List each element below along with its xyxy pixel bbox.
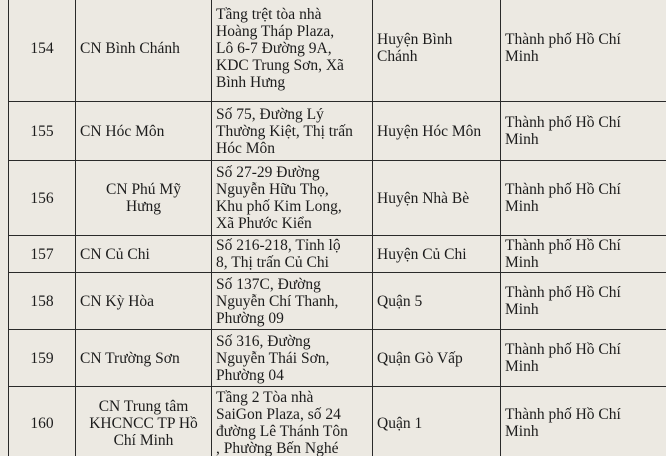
branch-city (501, 330, 666, 387)
branch-district-text: Huyện Hóc Môn (377, 122, 482, 140)
branch-city-text: Thành phố Hồ Chí Minh (505, 114, 621, 148)
table-row (9, 161, 666, 236)
branch-address-text: Tầng trệt tòa nhà Hoàng Tháp Plaza, Lô 6-7 Đường 9A, KDC Trung Sơn, Xã Bình Hưng (216, 5, 344, 91)
branch-address-text: Số 316, Đường Nguyễn Thái Sơn, Phường 04 (216, 332, 330, 384)
branch-name-text: CN Kỳ Hòa (80, 292, 155, 310)
branch-name (76, 161, 212, 236)
branch-district (373, 161, 501, 236)
branch-address (212, 273, 373, 330)
branch-name (76, 236, 212, 273)
branch-city (501, 161, 666, 236)
branch-city-text: Thành phố Hồ Chí Minh (505, 31, 621, 65)
branch-district (373, 102, 501, 161)
branch-district-text: Huyện Bình Chánh (377, 31, 453, 65)
row-number: 156 (9, 161, 76, 236)
branch-table (8, 0, 666, 456)
branch-district-text: Quận 1 (377, 414, 423, 432)
branch-city (501, 102, 666, 161)
branch-name-text: CN Trung tâm KHCNCC TP Hồ Chí Minh (89, 397, 198, 449)
branch-district (373, 387, 501, 456)
table-row (9, 330, 666, 387)
row-number: 154 (9, 0, 76, 102)
row-number: 159 (9, 330, 76, 387)
table-row (9, 273, 666, 330)
branch-address (212, 236, 373, 273)
branch-city-text: Thành phố Hồ Chí Minh (505, 181, 621, 215)
branch-district (373, 330, 501, 387)
branch-district-text: Quận 5 (377, 292, 423, 310)
branch-name-text: CN Bình Chánh (80, 39, 180, 57)
branch-name (76, 102, 212, 161)
branch-address-text: Số 27-29 Đường Nguyễn Hữu Thọ, Khu phố Kim Long, Xã Phước Kiển (216, 164, 342, 232)
branch-city-text: Thành phố Hồ Chí Minh (505, 237, 621, 271)
branch-name (76, 273, 212, 330)
branch-district-text: Huyện Nhà Bè (377, 189, 470, 207)
branch-address (212, 387, 373, 456)
branch-name (76, 387, 212, 456)
branch-address (212, 330, 373, 387)
branch-district (373, 0, 501, 102)
row-number: 157 (9, 236, 76, 273)
table-row (9, 236, 666, 273)
branch-city-text: Thành phố Hồ Chí Minh (505, 341, 621, 375)
branch-address-text: Số 216-218, Tỉnh lộ 8, Thị trấn Củ Chi (216, 237, 341, 271)
table-row (9, 0, 666, 102)
branch-city (501, 387, 666, 456)
branch-city-text: Thành phố Hồ Chí Minh (505, 284, 621, 318)
branch-name-text: CN Hóc Môn (80, 122, 165, 140)
branch-city (501, 273, 666, 330)
branch-name-text: CN Phú Mỹ Hưng (106, 181, 181, 215)
table-row (9, 387, 666, 456)
branch-city (501, 0, 666, 102)
branch-name-text: CN Trường Sơn (80, 349, 180, 367)
branch-city (501, 236, 666, 273)
branch-address (212, 161, 373, 236)
branch-address-text: Tầng 2 Tòa nhà SaiGon Plaza, số 24 đường Lê Thánh Tôn , Phường Bến Nghé (216, 389, 348, 456)
row-number: 160 (9, 387, 76, 456)
branch-address (212, 0, 373, 102)
branch-district-text: Quận Gò Vấp (377, 349, 463, 367)
table-row (9, 102, 666, 161)
branch-district (373, 273, 501, 330)
branch-name (76, 330, 212, 387)
branch-address (212, 102, 373, 161)
branch-name (76, 0, 212, 102)
branch-name-text: CN Củ Chi (80, 245, 150, 263)
row-number: 155 (9, 102, 76, 161)
branch-district-text: Huyện Củ Chi (377, 245, 467, 263)
branch-address-text: Số 137C, Đường Nguyễn Chí Thanh, Phường 09 (216, 275, 339, 327)
branch-address-text: Số 75, Đường Lý Thường Kiệt, Thị trấn Hóc Môn (216, 105, 353, 157)
branch-city-text: Thành phố Hồ Chí Minh (505, 406, 621, 440)
branch-district (373, 236, 501, 273)
row-number: 158 (9, 273, 76, 330)
